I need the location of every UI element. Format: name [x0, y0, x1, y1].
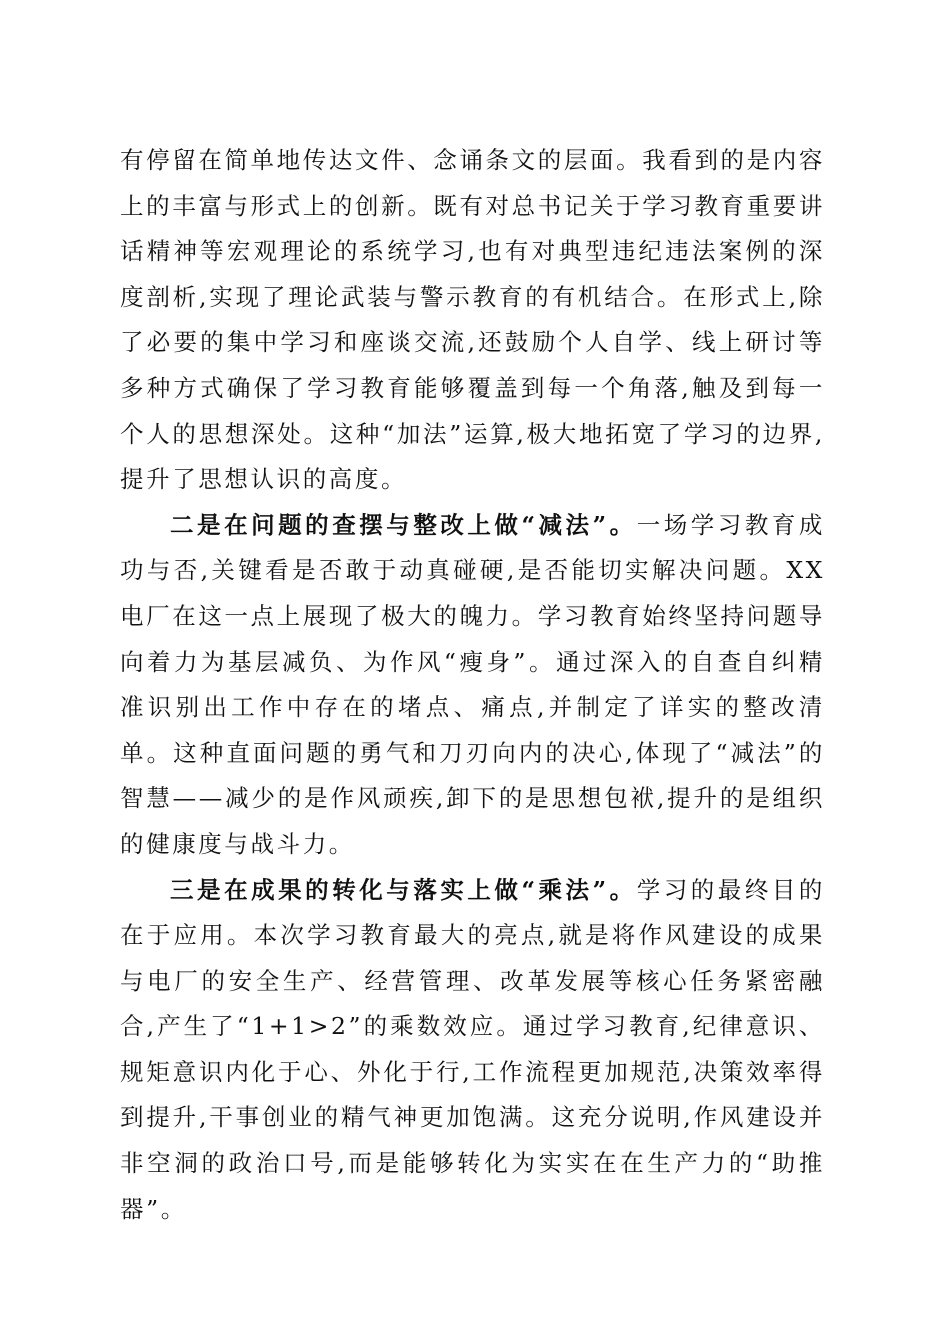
paragraph-heading: 三是在成果的转化与落实上做“乘法”。	[170, 875, 637, 904]
paragraph-heading: 二是在问题的查摆与整改上做“减法”。	[170, 510, 637, 539]
paragraph-continuation	[120, 138, 825, 503]
paragraph-text: 学习的最终目的在于应用。本次学习教育最大的亮点,就是将作风建设的成果与电厂的安全生产、经营管理、改革发展等核心任务紧密融合,产生了“1+1>2”的乘数效应。通过学习教育,纪律意识、规矩意识内化于心、外化于行,工作流程更加规范,决策效率得到提升,干事创业的精气神更加饱满。这充分说明,作风建设并非空洞的政治口号,而是能够转化为实实在在生产力的“助推器”。	[120, 875, 826, 1223]
paragraph-subtraction	[120, 503, 825, 868]
paragraph-multiplication	[120, 868, 825, 1233]
document-body	[120, 138, 825, 1232]
paragraph-text: 有停留在简单地传达文件、念诵条文的层面。我看到的是内容上的丰富与形式上的创新。既有对总书记关于学习教育重要讲话精神等宏观理论的系统学习,也有对典型违纪违法案例的深度剖析,实现了理论武装与警示教育的有机结合。在形式上,除了必要的集中学习和座谈交流,还鼓励个人自学、线上研讨等多种方式确保了学习教育能够覆盖到每一个角落,触及到每一个人的思想深处。这种“加法”运算,极大地拓宽了学习的边界,提升了思想认识的高度。	[120, 146, 825, 494]
paragraph-text: 一场学习教育成功与否,关键看是否敢于动真碰硬,是否能切实解决问题。XX电厂在这一点上展现了极大的魄力。学习教育始终坚持问题导向着力为基层减负、为作风“瘦身”。通过深入的自查自纠精准识别出工作中存在的堵点、痛点,并制定了详实的整改清单。这种直面问题的勇气和刀刃向内的决心,体现了“减法”的智慧——减少的是作风顽疾,卸下的是思想包袱,提升的是组织的健康度与战斗力。	[120, 510, 826, 858]
